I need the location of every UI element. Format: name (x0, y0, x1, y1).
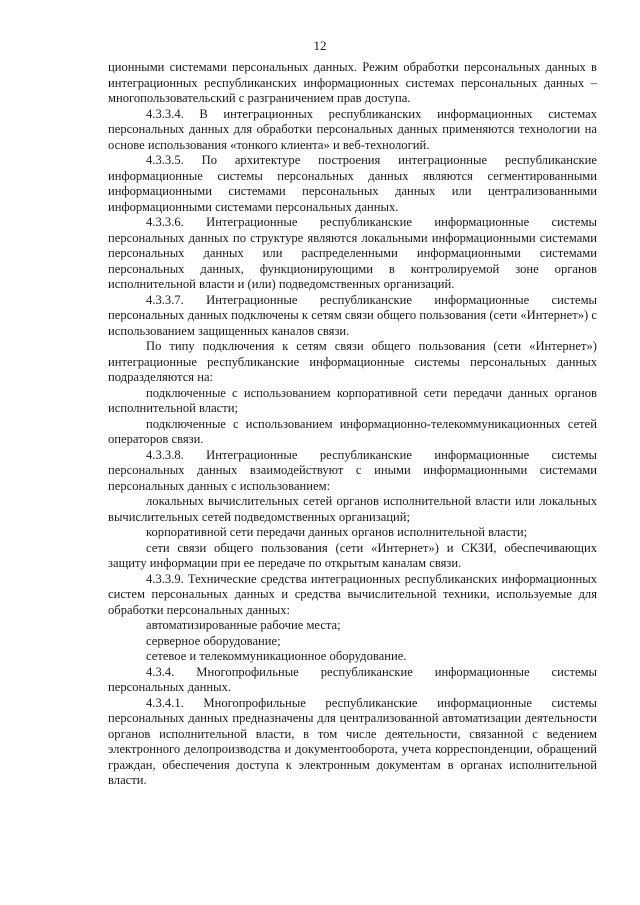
list-item: подключенные с использованием корпоративной сети передачи данных органов исполнительной власти; (108, 385, 597, 415)
list-item: корпоративной сети передачи данных органов исполнительной власти; (146, 525, 528, 539)
list-item: серверное оборудование; (146, 633, 281, 648)
paragraph-4-3-3-8: 4.3.3.8. Интеграционные республиканские информационные системы персональных данных взаимодействуют с иными информационными системами персональных данных с использованием: (108, 447, 597, 493)
paragraph-continuation: ционными системами персональных данных. Режим обработки персональных данных в интеграционных республиканских информационных системах персональных данных – многопользовательский с разграничением прав доступа. (108, 60, 597, 105)
document-body (108, 60, 597, 789)
list-item: локальных вычислительных сетей органов исполнительной власти или локальных вычислительных сетей подведомственных организаций; (108, 494, 597, 524)
list-item: автоматизированные рабочие места; (146, 618, 341, 632)
list-item: подключенные с использованием информационно-телекоммуникационных сетей операторов связи. (108, 416, 597, 446)
paragraph-4-3-3-5: 4.3.3.5. По архитектуре построения интеграционные республиканские информационные системы персональных данных являются сегментированными информационными системами персональных данных или централизованными информационными системами персональных данных. (108, 153, 597, 214)
paragraph-4-3-3-7: 4.3.3.7. Интеграционные республиканские информационные системы персональных данных подключены к сетям связи общего пользования (сети «Интернет») с использованием защищенных каналов связи. (108, 292, 597, 338)
page-number: 12 (313, 38, 327, 53)
list-item: сети связи общего пользования (сети «Интернет») и СКЗИ, обеспечивающих защиту информации при ее передаче по открытым каналам связи. (108, 540, 597, 570)
section-heading-4-3-4: 4.3.4. Многопрофильные республиканские информационные системы персональных данных. (108, 664, 597, 694)
paragraph-4-3-4-1: 4.3.4.1. Многопрофильные республиканские информационные системы персональных данных предназначены для централизованной автоматизации деятельности органов исполнительной власти, в том числе деятельности, связанной с ведением электронного делопроизводства и документооборота, учета корреспонденции, обращений граждан, обеспечения доступа к электронным документам в органах исполнительной власти. (108, 695, 597, 787)
paragraph-4-3-3-4: 4.3.3.4. В интеграционных республиканских информационных системах персональных данных для обработки персональных данных применяются технологии на основе использования «тонкого клиента» и веб-технологий. (108, 106, 597, 152)
paragraph-connection-types: По типу подключения к сетям связи общего пользования (сети «Интернет») интеграционные республиканские информационные системы персональных данных подразделяются на: (108, 339, 597, 384)
list-item: сетевое и телекоммуникационное оборудование. (146, 649, 407, 663)
paragraph-4-3-3-9: 4.3.3.9. Технические средства интеграционных республиканских информационных систем персональных данных и средства вычислительной техники, используемые для обработки персональных данных: (108, 571, 597, 617)
paragraph-4-3-3-6: 4.3.3.6. Интеграционные республиканские информационные системы персональных данных по структуре являются локальными информационными системами персональных данных или распределенными информационными системами персональных данных, функционирующими в контролируемой зоне органов исполнительной власти и (или) подведомственных организаций. (108, 215, 597, 291)
